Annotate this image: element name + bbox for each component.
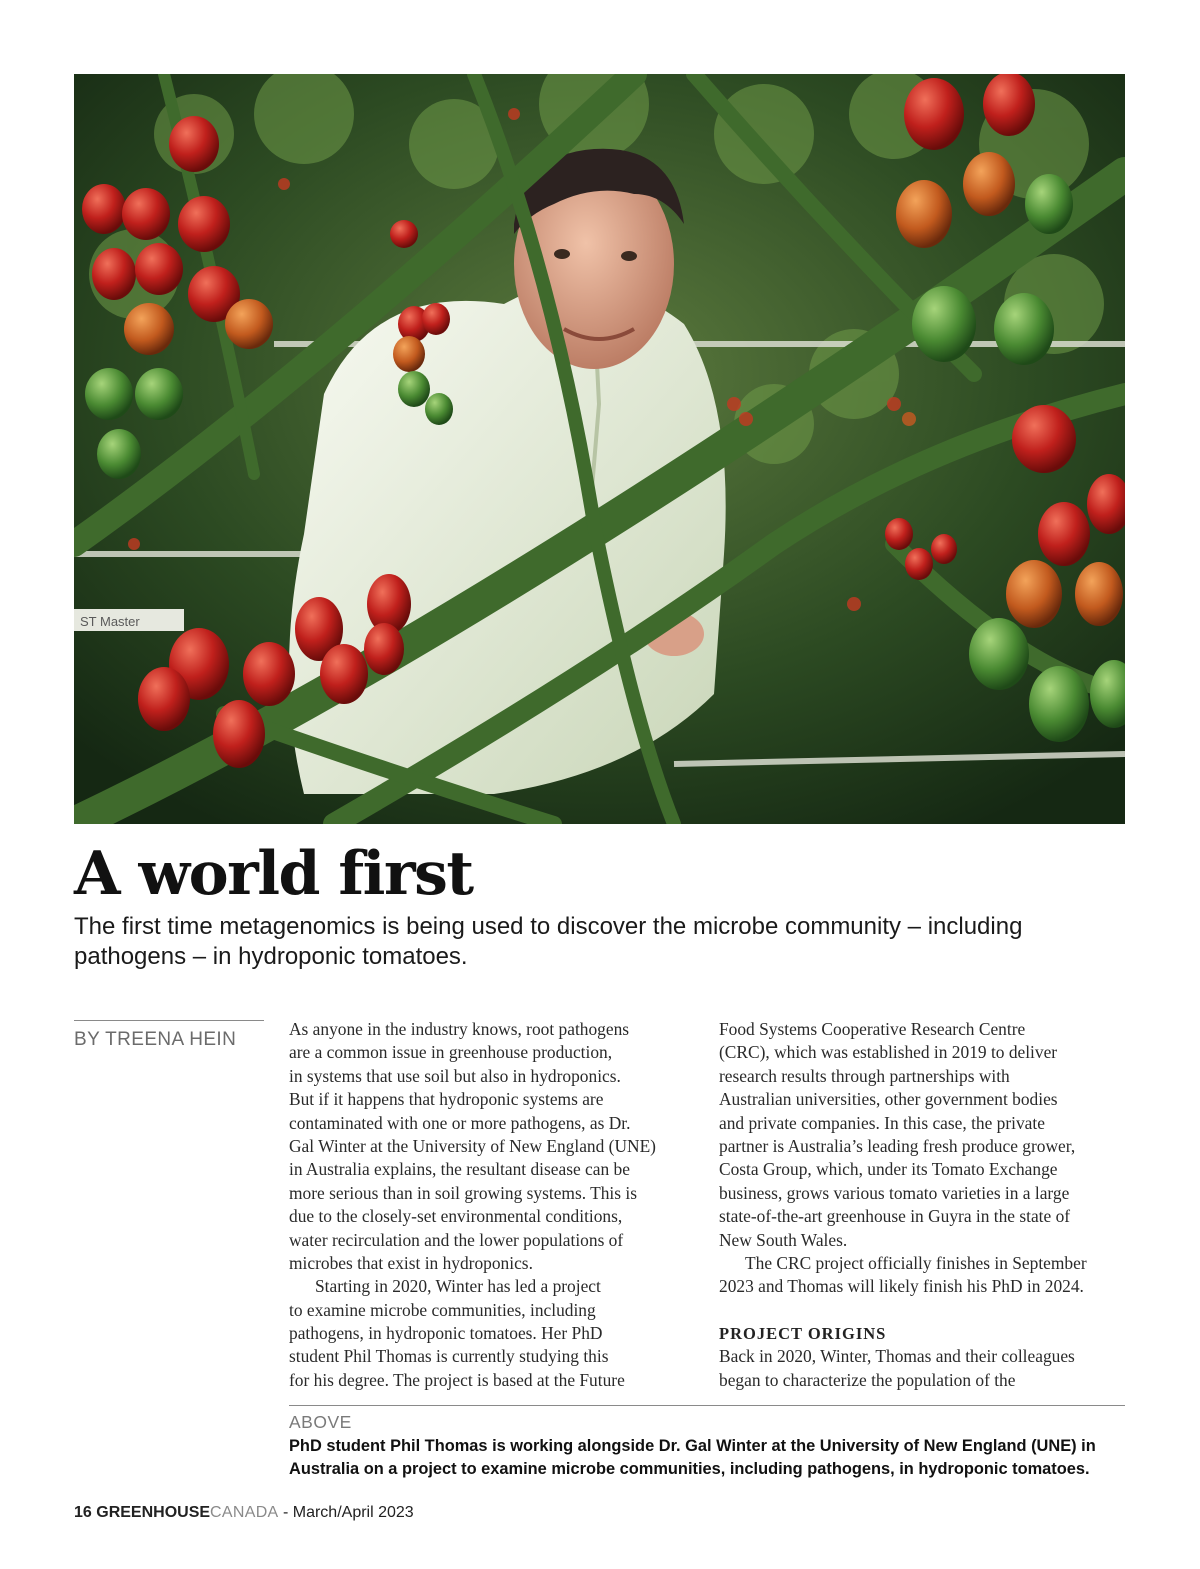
paragraph-gap [719,1299,1131,1322]
article-deck [74,912,1084,972]
body-line: more serious than in soil growing systems. This is [289,1182,637,1203]
section-subhead: PROJECT ORIGINS [719,1324,887,1344]
body-line: to examine microbe communities, including [289,1299,596,1320]
body-line: New South Wales. [719,1229,848,1250]
caption-label: ABOVE [289,1412,352,1432]
issue-date: - March/April 2023 [278,1504,414,1521]
caption-line: Australia on a project to examine microbe communities, including pathogens, in hydroponic tomatoes. [289,1460,1090,1478]
body-line: for his degree. The project is based at the Future [289,1369,625,1390]
byline-divider [74,1020,264,1021]
body-line: research results through partnerships with [719,1065,1010,1086]
body-line: began to characterize the population of the [719,1369,1016,1390]
magazine-name-secondary: CANADA [210,1504,279,1521]
greenhouse-photo-illustration [74,74,1125,824]
photo-caption [289,1435,1139,1481]
body-line: Costa Group, which, under its Tomato Exchange [719,1159,1058,1180]
body-line: But if it happens that hydroponic systems are [289,1089,604,1110]
caption-line: PhD student Phil Thomas is working alongside Dr. Gal Winter at the University of New England (UNE) in [289,1437,1096,1455]
body-line: pathogens, in hydroponic tomatoes. Her PhD [289,1323,603,1344]
body-column-2 [719,1018,1131,1392]
body-line: Gal Winter at the University of New England (UNE) [289,1135,656,1156]
body-line: contaminated with one or more pathogens, as Dr. [289,1112,631,1133]
body-column-1 [289,1018,701,1392]
body-line: and private companies. In this case, the private [719,1112,1045,1133]
body-line: business, grows various tomato varieties in a large [719,1182,1070,1203]
caption-divider [289,1405,1125,1406]
body-line: As anyone in the industry knows, root pathogens [289,1019,630,1039]
body-line: water recirculation and the lower populations of [289,1229,624,1250]
body-line: Australian universities, other government bodies [719,1089,1058,1110]
body-line: due to the closely-set environmental conditions, [289,1206,623,1227]
article-headline: A world first [74,839,473,909]
body-line: microbes that exist in hydroponics. [289,1252,533,1273]
page-folio [74,1504,414,1522]
body-line: in Australia explains, the resultant disease can be [289,1159,630,1180]
page-number: 16 [74,1504,92,1521]
byline: BY TREENA HEIN [74,1029,237,1050]
body-line: Back in 2020, Winter, Thomas and their colleagues [719,1346,1075,1367]
feature-photo [74,74,1125,824]
magazine-name: GREENHOUSE [96,1504,211,1521]
greenhouse-sign-text: ST Master [80,614,140,629]
body-line: state-of-the-art greenhouse in Guyra in the state of [719,1206,1071,1227]
body-line: are a common issue in greenhouse production, [289,1042,613,1063]
body-line: Food Systems Cooperative Research Centre [719,1019,1026,1039]
deck-line: The first time metagenomics is being used to discover the microbe community – including [74,913,1023,940]
body-line: partner is Australia’s leading fresh produce grower, [719,1135,1076,1156]
body-line: student Phil Thomas is currently studying this [289,1346,609,1367]
body-line: The CRC project officially finishes in September [745,1252,1087,1273]
body-line: 2023 and Thomas will likely finish his PhD in 2024. [719,1276,1084,1297]
body-line: in systems that use soil but also in hydroponics. [289,1065,621,1086]
body-line: (CRC), which was established in 2019 to deliver [719,1042,1058,1063]
deck-line: pathogens – in hydroponic tomatoes. [74,943,468,970]
body-line: Starting in 2020, Winter has led a project [315,1276,601,1297]
